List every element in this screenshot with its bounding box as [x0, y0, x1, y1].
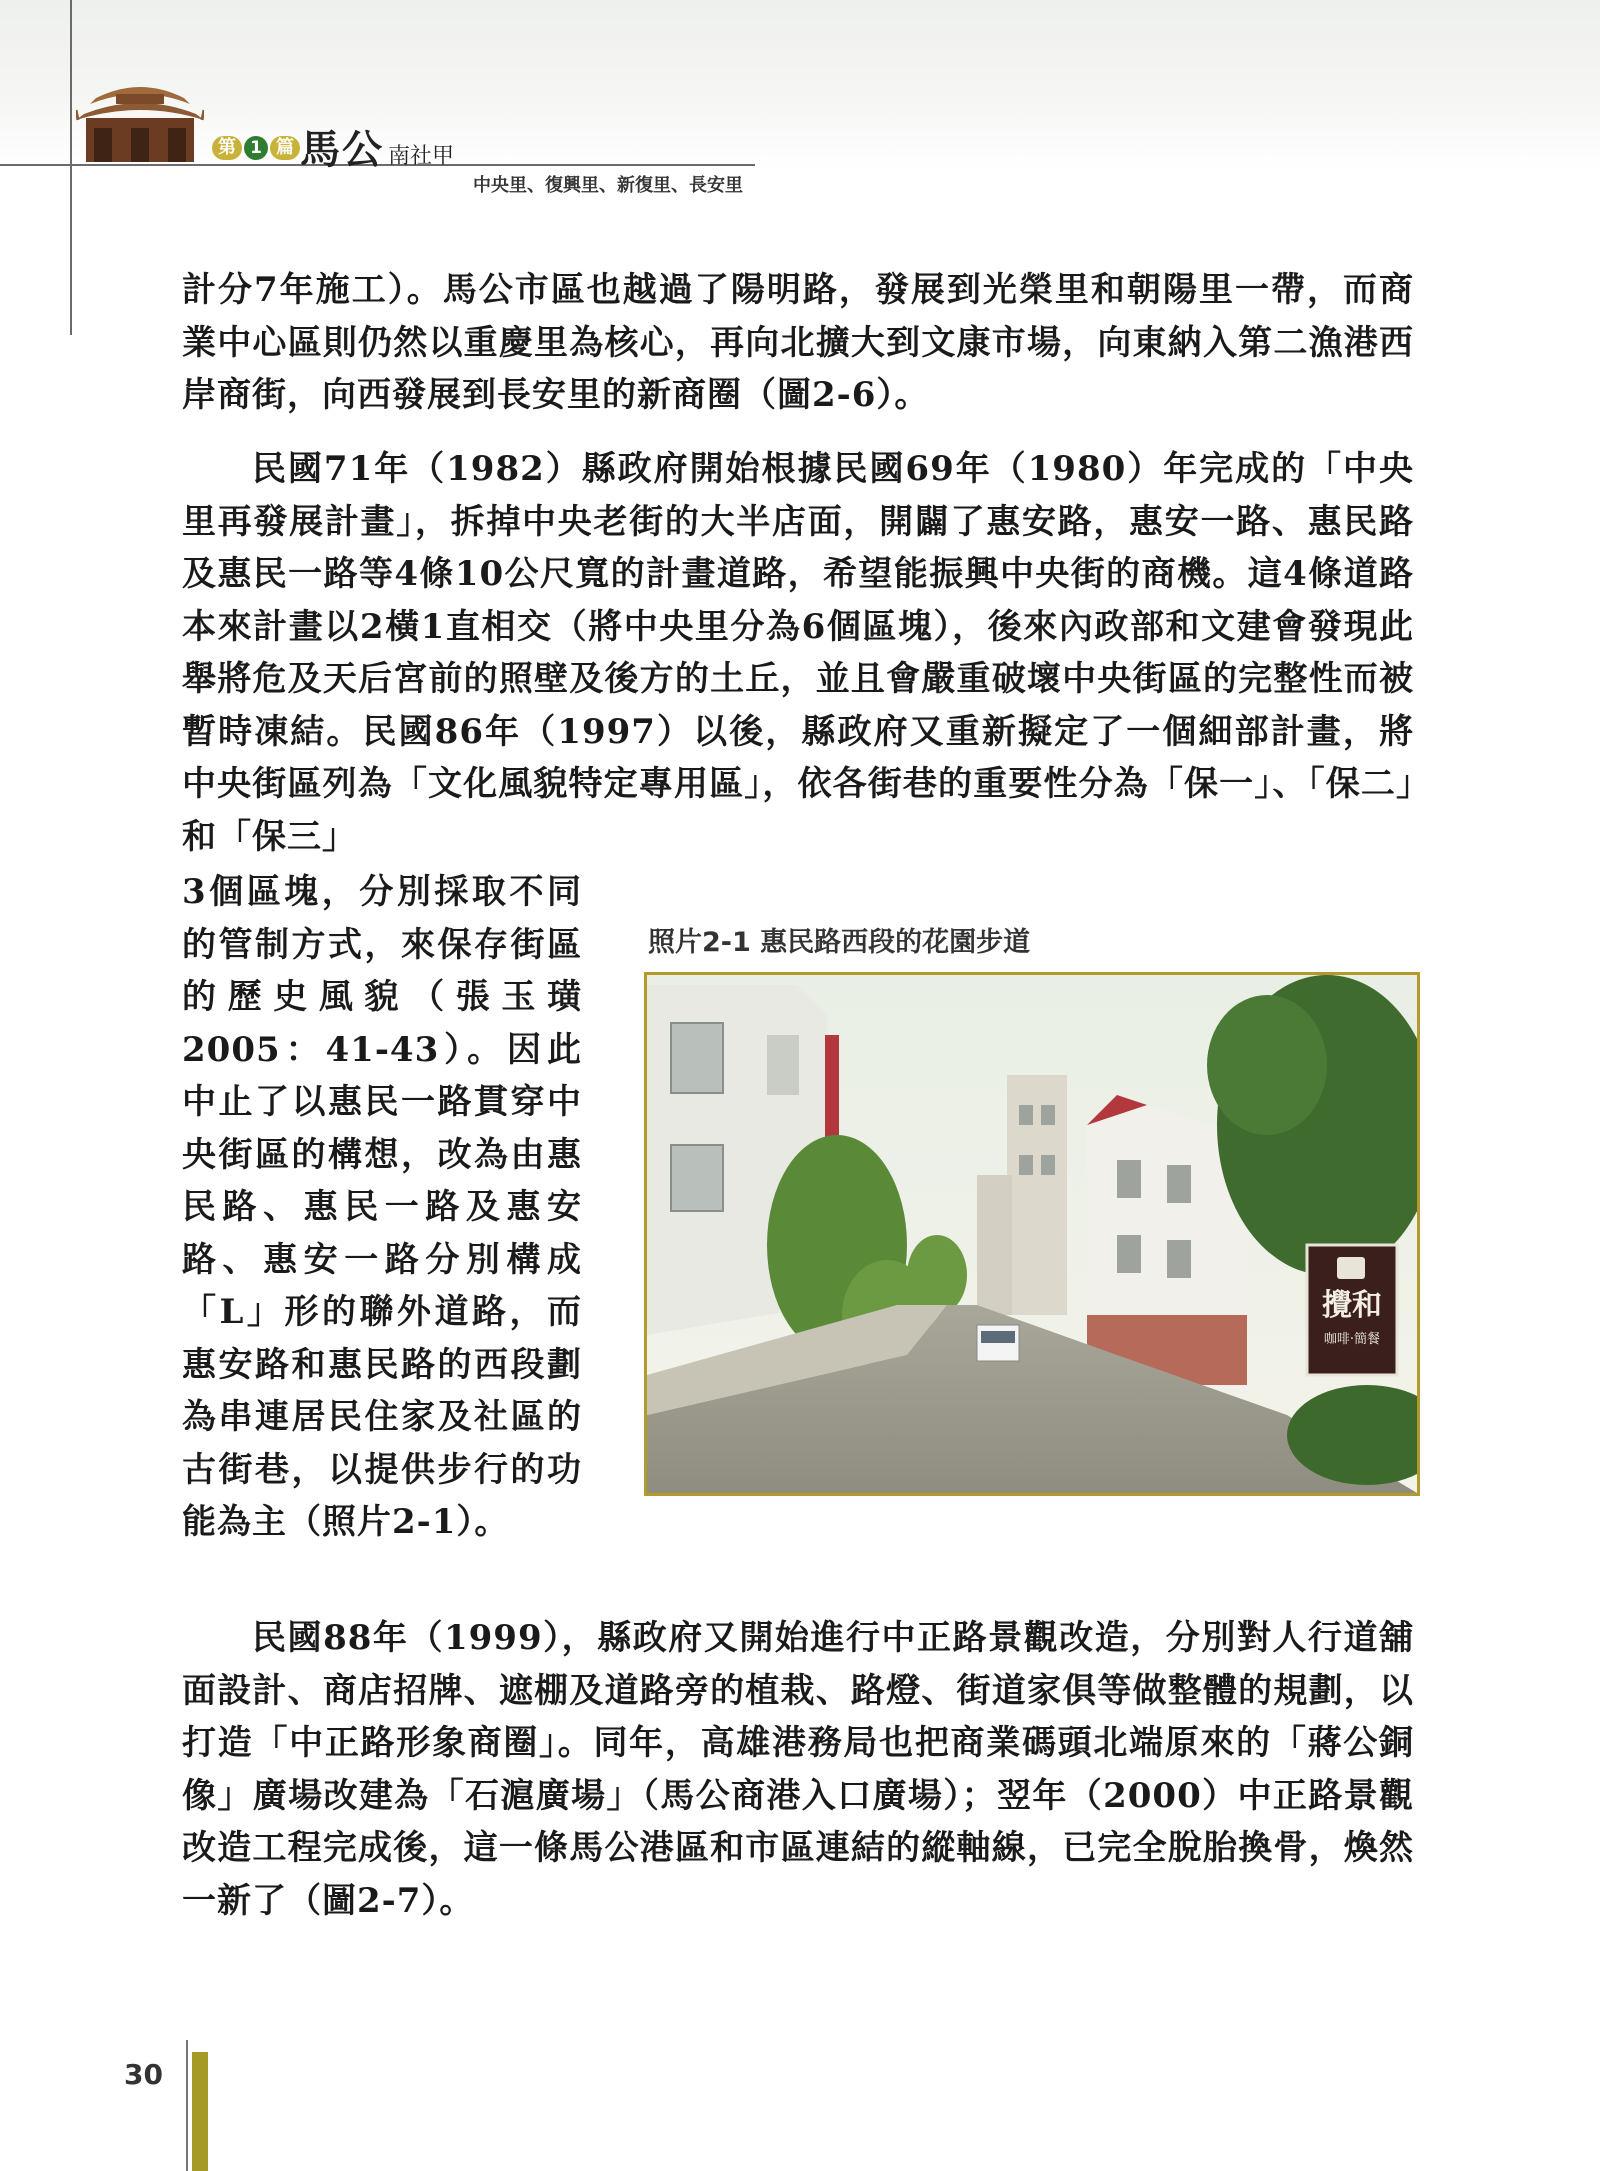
chapter-badge — [212, 135, 300, 161]
sign-name: 攪和 — [1322, 1288, 1382, 1323]
header-vertical-rule — [70, 0, 72, 335]
photo-caption: 照片2-1 惠民路西段的花園步道 — [648, 927, 1031, 958]
body-paragraph-3: 民國88年（1999），縣政府又開始進行中正路景觀改造，分別對人行道舖面設計、商店招牌、遮棚及道路旁的植栽、路燈、街道家俱等做整體的規劃，以打造「中正路形象商圈」。同年，高雄港務局也把商業碼頭北端原來的「蔣公銅像」廣場改建為「石滬廣場」（馬公商港入口廣場）；翌年（2000）中正路景觀改造工程完成後，這一條馬公港區和市區連結的縱軸線，已完全脫胎換骨，煥然一新了（圖2-7）。 — [182, 1618, 1414, 1921]
page-number: 30 — [124, 2058, 163, 2091]
body-paragraph-2-continued: 3個區塊，分別採取不同的管制方式，來保存街區的歷史風貌（張玉璜2005：41-43）。因此中止了以惠民一路貫穿中央街區的構想，改為由惠民路、惠民一路及惠安路、惠安一路分別構成「L」形的聯外道路，而惠安路和惠民路的西段劃為串連居民住家及社區的古街巷，以提供步行的功能為主（照片2-1）。 — [182, 872, 582, 1542]
chapter-title — [300, 118, 454, 175]
chapter-prefix: 第 — [212, 136, 242, 160]
section-subheading: 中央里、復興里、新復里、長安里 — [473, 175, 743, 196]
chapter-title-sub: 南社甲 — [388, 144, 455, 169]
chapter-number: 1 — [244, 136, 268, 160]
chapter-title-main: 馬公 — [300, 126, 384, 173]
footer-accent-bar — [192, 2052, 208, 2171]
sign-subtitle: 咖啡‧簡餐 — [1323, 1332, 1381, 1347]
body-paragraph-2: 民國71年（1982）縣政府開始根據民國69年（1980）年完成的「中央里再發展計畫」，拆掉中央老街的大半店面，開闢了惠安路，惠安一路、惠民路及惠民一路等4條10公尺寬的計畫道路，希望能振興中央街的商機。這4條道路本來計畫以2橫1直相交（將中央里分為6個區塊），後來內政部和文建會發現此舉將危及天后宮前的照壁及後方的土丘，並且會嚴重破壞中央街區的完整性而被暫時凍結。民國86年（1997）以後，縣政府又重新擬定了一個細部計畫，將中央街區列為「文化風貌特定專用區」，依各街巷的重要性分為「保一」、「保二」和「保三」 — [182, 449, 1414, 857]
chapter-suffix: 篇 — [270, 136, 300, 160]
body-paragraph-1: 計分7年施工）。馬公市區也越過了陽明路，發展到光榮里和朝陽里一帶，而商業中心區則仍然以重慶里為核心，再向北擴大到文康市場，向東納入第二漁港西岸商街，向西發展到長安里的新商圈（圖2-6）。 — [182, 270, 1414, 415]
footer-rule — [186, 2040, 188, 2171]
temple-roof-icon — [76, 70, 204, 162]
street-photo — [644, 972, 1420, 1496]
